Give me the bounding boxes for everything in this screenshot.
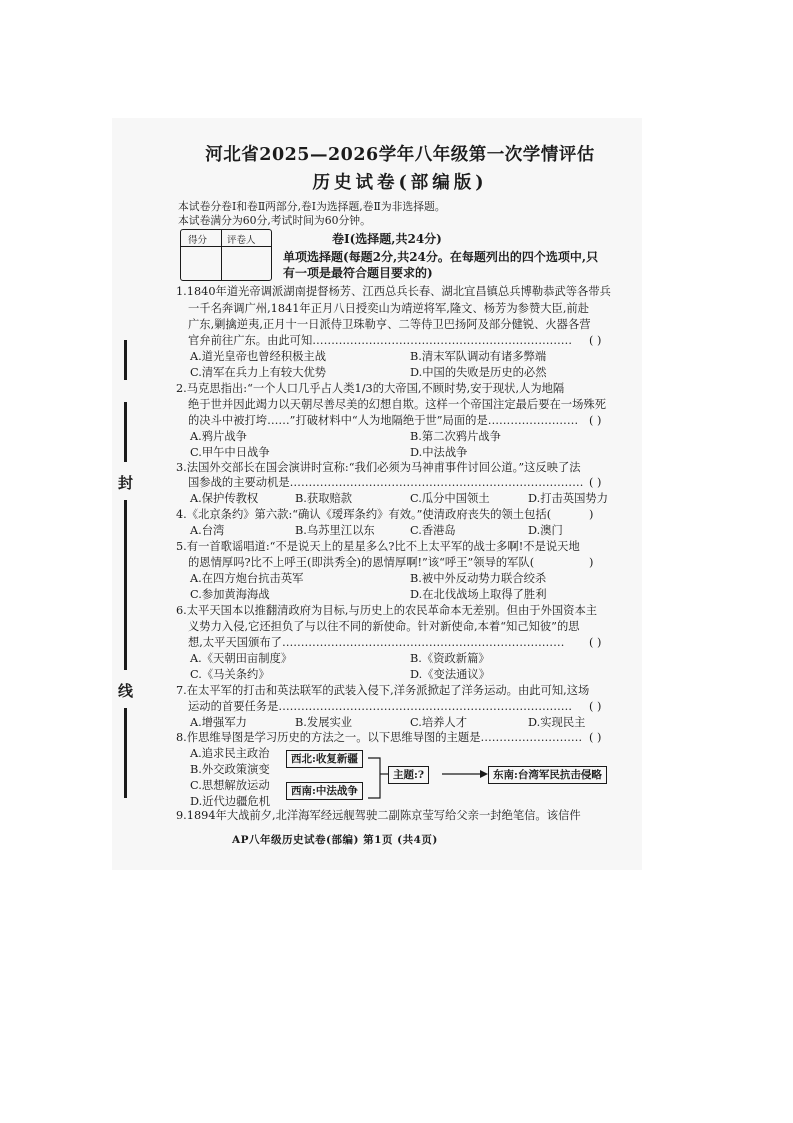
mindmap-center-topic: 主题:? (388, 766, 429, 784)
option-c: C.香港岛 (410, 524, 456, 537)
option-b: B.被中外反动势力联合绞杀 (410, 572, 547, 585)
grader-label: 评卷人 (227, 235, 256, 246)
question-1-text: 官弁前往广东。由此可知…………………………………………………………… (188, 334, 573, 347)
option-c: C.甲午中日战争 (190, 446, 270, 459)
option-d: D.澳门 (528, 524, 563, 537)
question-3-text: 国参战的主要动机是…………………………………………………………………… (188, 476, 584, 489)
instruction-line: 本试卷分卷Ⅰ和卷Ⅱ两部分,卷Ⅰ为选择题,卷Ⅱ为非选择题。 (178, 200, 446, 213)
option-b: B.外交政策演变 (190, 763, 270, 776)
question-6-text: 6.太平天国本以推翻清政府为目标,与历史上的农民革命本无差别。但由于外国资本主 (176, 604, 598, 617)
mindmap-northwest: 西北:收复新疆 (286, 750, 363, 768)
question-4-text: 4.《北京条约》第六款:“确认《瑷珲条约》有效。”使清政府丧失的领土包括( (176, 508, 552, 521)
question-3-text: 3.法国外交部长在国会演讲时宣称:“我们必须为马神甫事件讨回公道。”这反映了法 (176, 461, 581, 474)
answer-bracket: ) (589, 556, 594, 569)
option-a: A.追求民主政治 (190, 747, 270, 760)
option-a: A.在四方炮台抗击英军 (190, 572, 304, 585)
option-d: D.中法战争 (410, 446, 468, 459)
option-b: B.发展实业 (295, 716, 353, 729)
option-b: B.获取赔款 (295, 492, 353, 505)
score-box (180, 229, 272, 281)
option-a: A.增强军力 (190, 716, 247, 729)
question-7-text: 7.在太平军的打击和英法联军的武装入侵下,洋务派掀起了洋务运动。由此可知,这场 (176, 684, 590, 697)
answer-bracket: ( ) (589, 414, 602, 427)
option-a: A.鸦片战争 (190, 430, 247, 443)
answer-bracket: ( ) (589, 636, 602, 649)
option-c: C.培养人才 (410, 716, 468, 729)
option-a: A.台湾 (190, 524, 225, 537)
option-c: C.思想解放运动 (190, 779, 270, 792)
option-b: B.清末军队调动有诸多弊端 (410, 350, 547, 363)
instruction-line: 本试卷满分为60分,考试时间为60分钟。 (178, 214, 371, 227)
option-c: C.参加黄海海战 (190, 588, 270, 601)
question-2-text: 2.马克思指出:“一个人口几乎占人类1/3的大帝国,不顾时势,安于现状,人为地隔 (176, 382, 565, 395)
option-a: A.保护传教权 (190, 492, 259, 505)
question-2-text: 绝于世并因此竭力以天朝尽善尽美的幻想自欺。这样一个帝国注定最后要在一场殊死 (188, 398, 606, 411)
mindmap-southeast: 东南:台湾军民抗击侵略 (488, 766, 607, 784)
option-c: C.清军在兵力上有较大优势 (190, 366, 327, 379)
answer-bracket: ) (589, 508, 594, 521)
binding-margin (118, 340, 134, 800)
option-c: C.瓜分中国领土 (410, 492, 490, 505)
page-subtitle: 历史试卷(部编版) (312, 173, 488, 193)
answer-bracket: ( ) (589, 476, 602, 489)
mindmap-southwest: 西南:中法战争 (286, 782, 363, 800)
section-description: 单项选择题(每题2分,共24分。在每题列出的四个选项中,只 (283, 250, 599, 264)
page-title: 河北省2025—2026学年八年级第一次学情评估 (205, 145, 595, 165)
option-a: A.道光皇帝也曾经积极主战 (190, 350, 327, 363)
option-d: D.实现民主 (528, 716, 586, 729)
question-5-text: 5.有一首歌谣唱道:“不是说天上的星星多么?比不上太平军的战士多啊!不是说天地 (176, 540, 580, 553)
option-d: D.在北伐战场上取得了胜利 (410, 588, 547, 601)
question-8-text: 8.作思维导图是学习历史的方法之一。以下思维导图的主题是……………………… (176, 731, 583, 744)
question-2-text: 的决斗中被打垮……”打破材料中“人为地隔绝于世”局面的是…………………… (188, 414, 579, 427)
answer-bracket: ( ) (589, 731, 602, 744)
section-description: 有一项是最符合题目要求的) (283, 266, 433, 280)
option-b: B.《资政新篇》 (410, 652, 490, 665)
binding-char-line: 线 (118, 682, 134, 700)
question-7-text: 运动的首要任务是…………………………………………………………………… (188, 700, 573, 713)
answer-bracket: ( ) (589, 334, 602, 347)
binding-char-seal: 封 (118, 474, 134, 492)
score-label: 得分 (188, 235, 208, 246)
option-d: D.打击英国势力 (528, 492, 609, 505)
section-title: 卷Ⅰ(选择题,共24分) (332, 232, 442, 246)
option-b: B.第二次鸦片战争 (410, 430, 501, 443)
option-b: B.乌苏里江以东 (295, 524, 375, 537)
page-footer: AP八年级历史试卷(部编) 第1页 (共4页) (232, 834, 438, 846)
answer-bracket: ( ) (589, 700, 602, 713)
question-1-text: 广东,剿擒逆夷,正月十一日派侍卫珠勒亨、二等侍卫巴扬阿及部分健锐、火器各营 (188, 318, 591, 331)
question-6-text: 想,太平天国颁布了………………………………………………………………… (188, 636, 565, 649)
option-d: D.《变法通议》 (410, 668, 491, 681)
option-c: C.《马关条约》 (190, 668, 270, 681)
question-1-text: 1.1840年道光帝调派湖南提督杨芳、江西总兵长春、湖北宜昌镇总兵博勒恭武等各带兵 (176, 285, 611, 298)
option-d: D.中国的失败是历史的必然 (410, 366, 547, 379)
question-5-text: 的恩情厚吗?比不上呼王(即洪秀全)的恩情厚啊!”该“呼王”领导的军队( (188, 556, 535, 569)
option-d: D.近代边疆危机 (190, 795, 271, 808)
option-a: A.《天朝田亩制度》 (190, 652, 293, 665)
question-6-text: 义势力入侵,它还担负了与以往不同的新使命。针对新使命,本着“知己知彼”的思 (188, 620, 580, 633)
question-1-text: 一千名奔调广州,1841年正月八日授奕山为靖逆将军,隆文、杨芳为参赞大臣,前赴 (188, 302, 590, 315)
question-9-text: 9.1894年大战前夕,北洋海军经远舰驾驶二副陈京莹写给父亲一封绝笔信。该信件 (176, 809, 581, 822)
